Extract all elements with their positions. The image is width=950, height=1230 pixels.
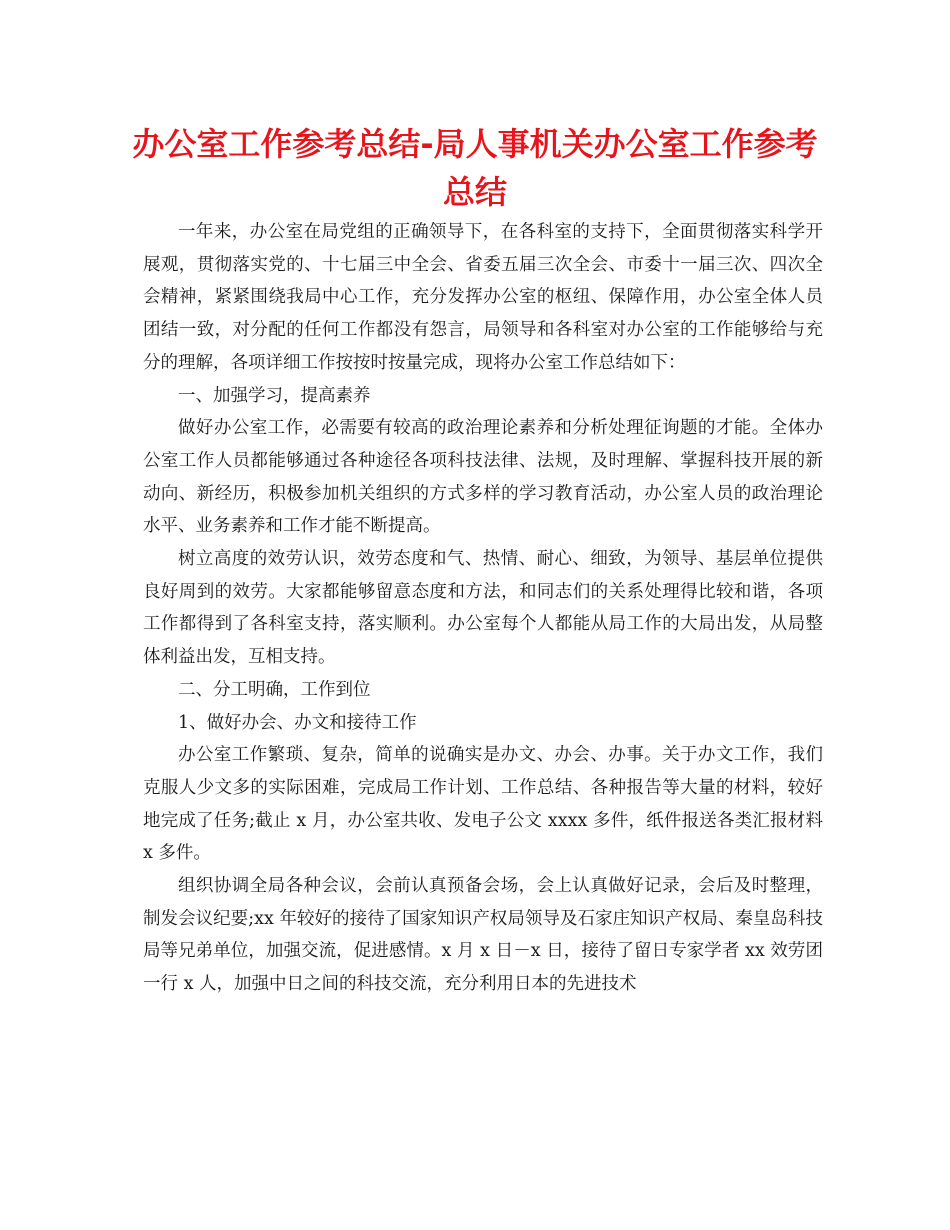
section-heading: 二、分工明确，工作到位 <box>178 679 371 700</box>
section-heading: 一、加强学习，提高素养 <box>178 385 371 406</box>
document-body <box>143 216 823 1001</box>
paragraph: 树立高度的效劳认识，效劳态度和气、热情、耐心、细致，为领导、基层单位提供良好周到的效劳。大家都能够留意态度和方法，和同志们的关系处理得比较和谐，各项工作都得到了各科室支持，落实顺利。办公室每个人都能从局工作的大局出发，从局整体利益出发，互相支持。 <box>143 549 823 668</box>
paragraph: 组织协调全局各种会议，会前认真预备会场，会上认真做好记录，会后及时整理，制发会议纪要;xx 年较好的接待了国家知识产权局领导及石家庄知识产权局、秦皇岛科技局等兄弟单位，加强交流，促进感情。x 月 x 日－x 日，接待了留日专家学者 xx 效劳团一行 x 人，加强中日之间的科技交流，充分利用日本的先进技术 <box>143 876 823 995</box>
document-title: 办公室工作参考总结-局人事机关办公室工作参考总结 <box>132 125 818 211</box>
paragraph: 办公室工作繁琐、复杂，简单的说确实是办文、办会、办事。关于办文工作，我们克服人少文多的实际困难，完成局工作计划、工作总结、各种报告等大量的材料，较好地完成了任务;截止 x 月，办公室共收、发电子公文 xxxx 多件，纸件报送各类汇报材料 x 多件。 <box>143 745 823 864</box>
subsection-heading: 1、做好办会、办文和接待工作 <box>178 712 417 733</box>
paragraph: 做好办公室工作，必需要有较高的政治理论素养和分析处理征询题的才能。全体办公室工作人员都能够通过各种途径各项科技法律、法规，及时理解、掌握科技开展的新动向、新经历，积极参加机关组织的方式多样的学习教育活动，办公室人员的政治理论水平、业务素养和工作才能不断提高。 <box>143 418 823 537</box>
paragraph: 一年来，办公室在局党组的正确领导下，在各科室的支持下，全面贯彻落实科学开展观，贯彻落实党的、十七届三中全会、省委五届三次全会、市委十一届三次、四次全会精神，紧紧围绕我局中心工作，充分发挥办公室的枢纽、保障作用，办公室全体人员团结一致，对分配的任何工作都没有怨言，局领导和各科室对办公室的工作能够给与充分的理解，各项详细工作按按时按量完成，现将办公室工作总结如下： <box>143 222 823 373</box>
